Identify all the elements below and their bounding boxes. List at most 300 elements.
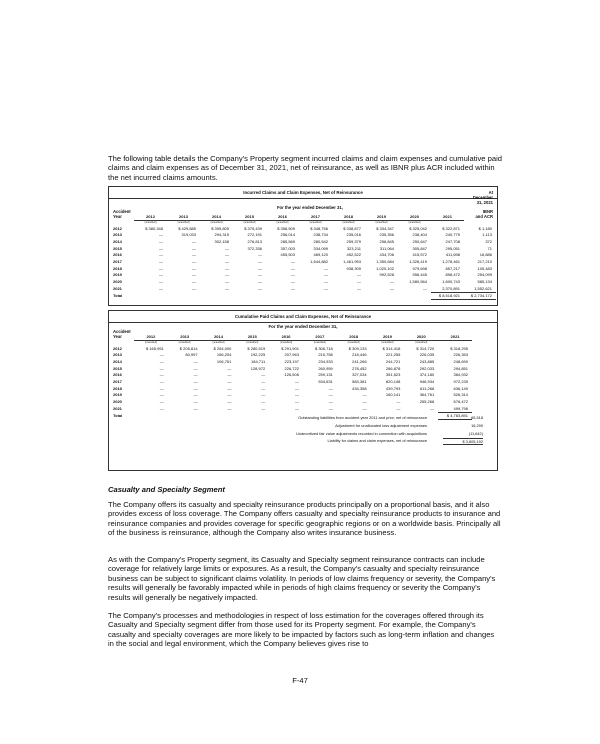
year-header-2015: 2015 [233, 213, 266, 220]
table-cell: 80,997 [185, 352, 198, 358]
table-cell: — [390, 279, 394, 285]
reconciliation-label: Outstanding liabilities from accident year 2011 and prior, net of reinsurance [298, 415, 427, 420]
table-row [112, 378, 472, 385]
table-cell: — [193, 385, 198, 391]
table-cell: — [227, 392, 232, 398]
table-cell: 1,278,461 [442, 258, 460, 264]
total-blank [233, 292, 266, 300]
table-cell: 1,328,419 [409, 258, 427, 264]
ibnr-cell: 1,552,621 [474, 285, 492, 291]
total-blank [332, 292, 365, 300]
reconciliation-value: 65,518 [471, 415, 483, 420]
table-cell: — [261, 392, 266, 398]
total-label: Total [113, 293, 123, 299]
table-cell: 534,631 [318, 378, 333, 384]
table-cell: $ 338,877 [343, 225, 361, 231]
table-cell: — [159, 352, 164, 358]
year-header-2016: 2016 [269, 333, 303, 340]
paid-table-title: Cumulative Paid Claims and Claim Expenses, Net of Reinsurance [234, 314, 372, 319]
table-cell: — [261, 378, 266, 384]
table-cell: — [362, 405, 367, 411]
table-cell: — [192, 279, 196, 285]
table-cell: 250,647 [412, 238, 427, 244]
reconciliation-label: Adjustment for unallocated loss adjustment expenses [335, 422, 427, 428]
reconciliation-label: Unamortized fair value adjustments recorded in connection with acquisitions [296, 430, 427, 436]
table-cell: 285,569 [280, 238, 295, 244]
table-cell: — [291, 272, 295, 278]
unaudited-note: (unaudited) [144, 341, 157, 345]
table-cell: $ 380,348 [145, 225, 163, 231]
year-header-row [112, 213, 496, 220]
table-cell: 247,708 [445, 238, 460, 244]
table-cell: 992,528 [379, 272, 394, 278]
table-cell: 207,963 [284, 352, 299, 358]
table-cell: $ 165,951 [146, 345, 164, 351]
table-cell: — [357, 272, 361, 278]
table-cell: $ 334,347 [376, 225, 394, 231]
table-cell: 292,033 [419, 365, 435, 371]
table-cell: — [362, 392, 367, 398]
table-cell: 311,064 [379, 245, 394, 251]
table-cell: $ 429,885 [178, 225, 196, 231]
table-cell: — [261, 405, 266, 411]
section-heading: Casualty and Specialty Segment [108, 485, 225, 494]
table-cell: 938,309 [346, 265, 361, 271]
year-header-2014: 2014 [200, 213, 233, 220]
table-row [112, 225, 496, 232]
table-cell: 956,445 [412, 272, 427, 278]
table-row [112, 251, 496, 258]
table-cell: — [390, 285, 394, 291]
table-cell: — [261, 385, 266, 391]
accident-year-2020: 2020 [113, 399, 122, 405]
total-value: $ 8,518,921 [431, 292, 464, 300]
table-cell: $ 309,133 [348, 345, 367, 351]
table-cell: 302,158 [214, 238, 229, 244]
table-cell: — [192, 245, 196, 251]
table-cell: 280,542 [313, 238, 328, 244]
page-number: F-47 [292, 676, 308, 685]
table-row [112, 265, 496, 272]
table-cell: 439,793 [385, 385, 401, 391]
table-cell: — [291, 258, 295, 264]
accident-year-2012: 2012 [113, 225, 122, 231]
table-cell: 357,003 [280, 245, 295, 251]
table-cell: — [324, 279, 328, 285]
accident-year-2016: 2016 [113, 252, 122, 258]
table-cell: 946,934 [419, 378, 435, 384]
table-cell: 452,522 [346, 252, 361, 258]
table-cell: — [193, 378, 198, 384]
ibnr-cell: $ 1,180 [478, 225, 492, 231]
paid-claims-table [108, 310, 498, 471]
table-cell: — [225, 265, 229, 271]
incurred-claims-table [108, 186, 498, 306]
table-row [112, 231, 496, 238]
unaudited-note: (unaudited) [381, 341, 394, 345]
total-row [112, 292, 496, 300]
table-cell: — [294, 378, 299, 384]
table-cell: 1,600,743 [442, 279, 460, 285]
table-cell: — [423, 285, 427, 291]
table-cell: 1,644,882 [310, 258, 328, 264]
table-cell: — [227, 399, 232, 405]
table-cell: 244,721 [385, 358, 401, 364]
table-cell: 184,711 [251, 358, 266, 364]
table-cell: 1,350,684 [376, 258, 394, 264]
unaudited-note: (unaudited) [177, 221, 190, 225]
unaudited-note: (unaudited) [246, 341, 259, 345]
year-header-2020: 2020 [404, 333, 438, 340]
table-cell: 160,141 [385, 392, 401, 398]
intro-paragraph: The following table details the Company's Property segment incurred claims and claim expenses and cumulative paid claims and claim expenses as of December 31, 2021, net of reinsurance, as well as IBNR plus ACR included within the net incurred claims amounts. [108, 154, 502, 182]
table-cell: $ 325,042 [409, 225, 427, 231]
table-cell: — [225, 258, 229, 264]
year-header-2014: 2014 [202, 333, 236, 340]
table-cell: — [159, 365, 164, 371]
table-cell: 221,255 [385, 352, 401, 358]
table-cell: 238,404 [412, 232, 427, 238]
accident-year-2013: 2013 [113, 232, 122, 238]
table-cell: 898,472 [445, 272, 460, 278]
incurred-table-title: Incurred Claims and Claim Expenses, Net of Reinsurance [243, 190, 363, 195]
total-blank [167, 292, 200, 300]
table-cell: 226,353 [453, 352, 468, 358]
table-cell: — [324, 272, 328, 278]
table-cell: — [192, 272, 196, 278]
table-cell: 223,197 [284, 358, 299, 364]
table-cell: 294,315 [214, 232, 229, 238]
table-cell: — [294, 385, 299, 391]
table-cell: — [159, 399, 164, 405]
table-cell: — [362, 399, 367, 405]
table-row [112, 238, 496, 245]
unaudited-note: (unaudited) [347, 341, 360, 345]
table-cell: — [193, 399, 198, 405]
table-cell: — [192, 285, 196, 291]
divider [109, 198, 497, 199]
table-cell: — [328, 385, 333, 391]
table-cell: 1,020,102 [376, 265, 394, 271]
year-header-2019: 2019 [371, 333, 405, 340]
table-cell: — [324, 285, 328, 291]
accident-year-2020: 2020 [113, 279, 122, 285]
year-header-2013: 2013 [168, 333, 202, 340]
table-row [112, 351, 472, 358]
total-blank [365, 292, 398, 300]
table-cell: 351,523 [385, 372, 401, 378]
table-cell: — [225, 279, 229, 285]
table-cell: 286,878 [385, 365, 401, 371]
table-cell: — [159, 358, 164, 364]
unaudited-note: (unaudited) [210, 221, 223, 225]
table-cell: 240,779 [445, 232, 460, 238]
ibnr-cell: 16,886 [479, 252, 492, 258]
table-cell: $ 306,718 [314, 345, 333, 351]
table-cell: — [227, 372, 232, 378]
accident-year-header: Accident Year [113, 329, 131, 339]
table-cell: — [227, 378, 232, 384]
table-cell: 979,698 [412, 265, 427, 271]
table-cell: — [328, 392, 333, 398]
accident-year-2012: 2012 [113, 345, 122, 351]
accident-year-2015: 2015 [113, 245, 122, 251]
table-row [112, 405, 472, 412]
table-cell: 2,370,891 [442, 285, 460, 291]
table-cell: — [258, 279, 262, 285]
accident-year-2021: 2021 [113, 285, 122, 291]
table-cell: — [396, 399, 401, 405]
table-cell: — [193, 372, 198, 378]
table-cell: 334,099 [313, 245, 328, 251]
table-cell: — [324, 265, 328, 271]
table-cell: — [159, 258, 163, 264]
table-cell: — [225, 285, 229, 291]
table-cell: 238,734 [313, 232, 328, 238]
table-cell: 469,120 [313, 252, 328, 258]
table-cell: 260,959 [318, 365, 333, 371]
year-header-2013: 2013 [167, 213, 200, 220]
year-header-2017: 2017 [303, 333, 337, 340]
accident-year-2018: 2018 [113, 265, 122, 271]
accident-year-2017: 2017 [113, 378, 122, 384]
table-cell: — [192, 252, 196, 258]
table-cell: $ 254,000 [213, 345, 232, 351]
reconciliation-value: 16,290 [471, 422, 483, 428]
incurred-period-header: For the year ended December 31, [277, 205, 343, 210]
accident-year-2013: 2013 [113, 352, 122, 358]
table-cell: $ 314,720 [416, 345, 435, 351]
table-row [112, 245, 496, 252]
year-header-2020: 2020 [398, 213, 431, 220]
table-cell: 526,314 [453, 392, 468, 398]
reconciliation-label: Liability for claims and claim expenses, net of reinsurance [327, 438, 427, 444]
total-blank [202, 412, 236, 420]
table-cell: — [227, 385, 232, 391]
reconciliation-value: (11,642) [468, 430, 483, 436]
table-cell: 372,336 [247, 245, 262, 251]
table-cell: — [225, 252, 229, 258]
accident-year-2019: 2019 [113, 272, 122, 278]
unaudited-note: (unaudited) [408, 221, 421, 225]
accident-year-2015: 2015 [113, 365, 122, 371]
table-cell: — [258, 258, 262, 264]
table-cell: $ 358,509 [277, 225, 295, 231]
accident-year-2014: 2014 [113, 358, 122, 364]
unaudited-note: (unaudited) [144, 221, 157, 225]
table-cell: 676,472 [453, 399, 468, 405]
table-cell: 235,356 [379, 232, 394, 238]
paid-grid [112, 333, 472, 420]
table-cell: 226,722 [284, 365, 299, 371]
year-header-2021: 2021 [438, 333, 472, 340]
ibnr-cell: 254,099 [477, 272, 492, 278]
total-blank [299, 292, 332, 300]
table-cell: 192,225 [250, 352, 266, 358]
ibnr-cell: 585,134 [477, 279, 492, 285]
table-cell: — [258, 272, 262, 278]
table-cell: 305,847 [412, 245, 427, 251]
table-cell: 295,051 [445, 245, 460, 251]
table-cell: — [193, 365, 198, 371]
table-row [112, 371, 472, 378]
table-cell: — [159, 385, 164, 391]
accident-year-2017: 2017 [113, 258, 122, 264]
ibnr-cell: 372 [485, 238, 492, 244]
table-cell: — [159, 245, 163, 251]
year-header-blank [112, 213, 134, 220]
total-blank [235, 412, 269, 420]
table-cell: — [294, 399, 299, 405]
table-cell: — [258, 252, 262, 258]
table-cell: — [227, 405, 232, 411]
total-ibnr: $ 2,734,172 [464, 292, 496, 300]
at-december-header: At December 31, 2021 [472, 190, 493, 205]
accident-year-header: Accident Year [113, 209, 131, 219]
unaudited-note: (unaudited) [313, 341, 326, 345]
divider [109, 322, 497, 323]
table-cell: 294,851 [453, 365, 468, 371]
table-cell: 323,211 [346, 245, 361, 251]
unaudited-note: (unaudited) [375, 221, 388, 225]
ibnr-header-cell [464, 213, 496, 220]
table-cell: 235,016 [346, 232, 361, 238]
table-cell: — [225, 272, 229, 278]
table-cell: 327,034 [352, 372, 367, 378]
table-cell: 156,204 [216, 352, 232, 358]
table-cell: $ 322,871 [442, 225, 460, 231]
accident-year-2014: 2014 [113, 238, 122, 244]
table-cell: 256,014 [280, 232, 295, 238]
table-cell: 226,035 [419, 352, 435, 358]
accident-year-2021: 2021 [113, 405, 122, 411]
table-row [112, 272, 496, 279]
table-cell: 499,796 [453, 405, 468, 411]
table-cell: 384,932 [453, 372, 468, 378]
table-cell: 1,461,953 [343, 258, 361, 264]
table-cell: 272,191 [247, 232, 262, 238]
unaudited-note: (unaudited) [309, 221, 322, 225]
table-cell: — [159, 232, 163, 238]
table-cell: — [396, 405, 401, 411]
table-cell: 857,217 [445, 265, 460, 271]
table-cell: 234,933 [318, 358, 333, 364]
unaudited-note: (unaudited) [243, 221, 256, 225]
table-row [112, 358, 472, 365]
table-cell: 411,698 [445, 252, 460, 258]
table-cell: 415,572 [412, 252, 427, 258]
unaudited-note: (unaudited) [212, 341, 225, 345]
year-header-2016: 2016 [266, 213, 299, 220]
table-cell: 455,503 [280, 252, 295, 258]
table-cell: $ 348,756 [310, 225, 328, 231]
table-cell: 215,758 [318, 352, 333, 358]
total-label: Total [113, 413, 123, 419]
year-header-2012: 2012 [134, 213, 167, 220]
ibnr-cell: 105,483 [477, 265, 492, 271]
table-cell: — [261, 399, 266, 405]
unaudited-note: (unaudited) [280, 341, 293, 345]
accident-year-2018: 2018 [113, 385, 122, 391]
paid-period-header: For the year ended December 31, [268, 324, 338, 329]
table-row [112, 345, 472, 352]
table-cell: — [159, 238, 163, 244]
unaudited-note: (unaudited) [342, 221, 355, 225]
table-cell: 583,381 [352, 378, 367, 384]
year-header-blank [112, 333, 134, 340]
ibnr-cell: 1,113 [482, 232, 492, 238]
table-cell: $ 291,901 [281, 345, 299, 351]
accident-year-2019: 2019 [113, 392, 122, 398]
total-value: $ 4,783,891 [438, 412, 472, 420]
total-blank [200, 292, 233, 300]
year-header-2015: 2015 [235, 333, 269, 340]
table-cell: — [193, 392, 198, 398]
table-cell: — [227, 365, 232, 371]
table-cell: 106,761 [216, 358, 232, 364]
table-cell: 248,690 [453, 358, 468, 364]
table-row [112, 285, 496, 292]
table-cell: 218,446 [352, 352, 367, 358]
unaudited-note: (unaudited) [276, 221, 289, 225]
year-header-2018: 2018 [332, 213, 365, 220]
paragraph-1: The Company offers its casualty and specialty reinsurance products principally on a proportional basis, and it also provides excess of loss coverage. The Company offers casualty and specialty reinsurance products to insurance and reinsurance companies and provides coverage for specific geographic regions or on a worldwide basis. Principally all of the business is reinsurance, although the Company also writes insurance business. [108, 500, 501, 538]
table-cell: 820,148 [385, 378, 401, 384]
reconciliation-value: $ 3,805,192 [443, 438, 483, 445]
table-cell: 278,452 [352, 365, 367, 371]
table-cell: 243,885 [419, 358, 435, 364]
table-cell: — [328, 399, 333, 405]
year-header-2012: 2012 [134, 333, 168, 340]
table-cell: — [159, 252, 163, 258]
table-cell: $ 395,805 [211, 225, 229, 231]
ibnr-cell: 217,210 [477, 258, 492, 264]
table-cell: — [193, 405, 198, 411]
year-header-2021: 2021 [431, 213, 464, 220]
table-cell: $ 280,519 [247, 345, 266, 351]
table-cell: $ 318,295 [450, 345, 468, 351]
table-row [112, 278, 496, 285]
table-cell: 636,149 [453, 385, 468, 391]
year-header-2019: 2019 [365, 213, 398, 220]
table-cell: — [159, 392, 164, 398]
table-row [112, 385, 472, 392]
year-header-row [112, 333, 472, 340]
table-cell: 256,845 [379, 238, 394, 244]
total-blank [266, 292, 299, 300]
table-cell: 259,131 [318, 372, 333, 378]
table-cell: — [159, 372, 164, 378]
table-cell: $ 375,439 [244, 225, 262, 231]
table-cell: — [294, 405, 299, 411]
paragraph-3: The Company's processes and methodologies in respect of loss estimation for the coverages offered through its Casualty and Specialty segment differ from those used for its Property segment. For example, the Company's casualty and specialty coverages are more likely to be impacted by factors such as long-term inflation and changes in the social and legal environment, which the Company believes gives rise to [108, 611, 495, 649]
table-cell: — [258, 285, 262, 291]
ibnr-cell: 71 [487, 245, 492, 251]
total-blank [134, 412, 168, 420]
year-header-2018: 2018 [337, 333, 371, 340]
table-cell: — [294, 392, 299, 398]
table-cell: — [357, 285, 361, 291]
total-blank [398, 292, 431, 300]
table-row [112, 398, 472, 405]
table-cell: 1,580,564 [409, 279, 427, 285]
table-cell: $ 205,814 [179, 345, 198, 351]
table-cell: — [193, 358, 198, 364]
table-cell: — [159, 405, 164, 411]
table-cell: $ 314,418 [382, 345, 401, 351]
table-cell: 364,761 [419, 392, 435, 398]
table-cell: — [291, 279, 295, 285]
